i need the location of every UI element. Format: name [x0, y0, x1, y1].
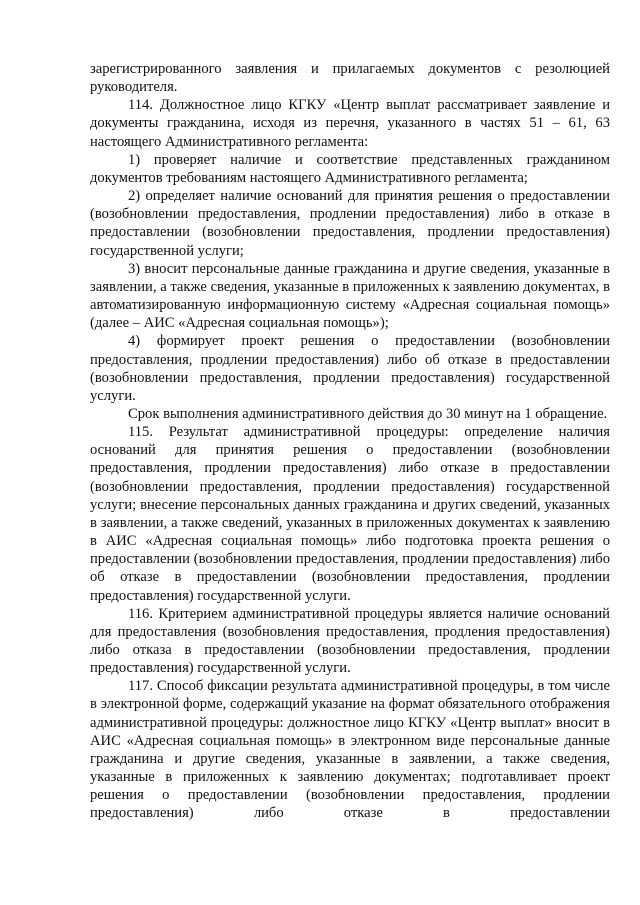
- paragraph-114: 114. Должностное лицо КГКУ «Центр выплат рассматривает заявление и документы гражданина, исходя из перечня, указанного в частях 51 – 61, 63 настоящего Административного регламента:: [90, 97, 610, 150]
- paragraph-117: 117. Способ фиксации результата административной процедуры, в том числе в электронной форме, содержащий указание на формат обязательного отображения административной процедуры: должностное лицо КГКУ «Центр выплат» вносит в АИС «Адресная социальная помощь» в электронном виде персональные данные гражданина и другие сведения, указанные в заявлении, а также сведения, указанные в приложенных к заявлению документах; подготавливает проект решения о предоставлении (возобновлении предоставления, продлении предоставления) либо отказе в предоставлении: [90, 678, 610, 822]
- list-item-2: 2) определяет наличие оснований для принятия решения о предоставлении (возобновлении предоставления, продлении предоставления) либо в отказе в предоставлении (возобновлении предоставления, продлении предоставления) государственной услуги;: [90, 188, 610, 259]
- paragraph-continuation: зарегистрированного заявления и прилагаемых документов с резолюцией руководителя.: [90, 61, 610, 96]
- list-item-1: 1) проверяет наличие и соответствие представленных гражданином документов требованиям настоящего Административного регламента;: [90, 151, 610, 186]
- list-item-4: 4) формирует проект решения о предоставлении (возобновлении предоставления, продлении предоставления) либо об отказе в предоставлении (возобновлении предоставления, продлении предоставления) государственной услуги.: [90, 333, 610, 404]
- paragraph-deadline: Срок выполнения административного действия до 30 минут на 1 обращение.: [128, 405, 608, 422]
- paragraph-116: 116. Критерием административной процедуры является наличие оснований для предоставления (возобновления предоставления, продления предоставления) либо отказа в предоставлении (возобновлении предоставления, продлении предоставления) государственной услуги.: [90, 605, 610, 677]
- document-page: [90, 60, 610, 823]
- list-item-3: 3) вносит персональные данные гражданина и другие сведения, указанные в заявлении, а также сведения, указанные в приложенных к заявлению документах, в автоматизированную информационную систему «Адресная социальная помощь» (далее – АИС «Адресная социальная помощь»);: [90, 260, 610, 332]
- paragraph-115: 115. Результат административной процедуры: определение наличия оснований для принятия решения о предоставлении (возобновлении предоставления, продлении предоставления) либо отказе в предоставлении (возобновлении предоставления, продлении предоставления) государственной услуги; внесение персональных данных гражданина и других сведений, указанных в заявлении, а также сведений, указанных в приложенных документах к заявлению в АИС «Адресная социальная помощь» либо подготовка проекта решения о предоставлении (возобновлении предоставления, продлении предоставления) либо об отказе в предоставлении (возобновлении предоставления, продлении предоставления) государственной услуги.: [90, 424, 610, 604]
